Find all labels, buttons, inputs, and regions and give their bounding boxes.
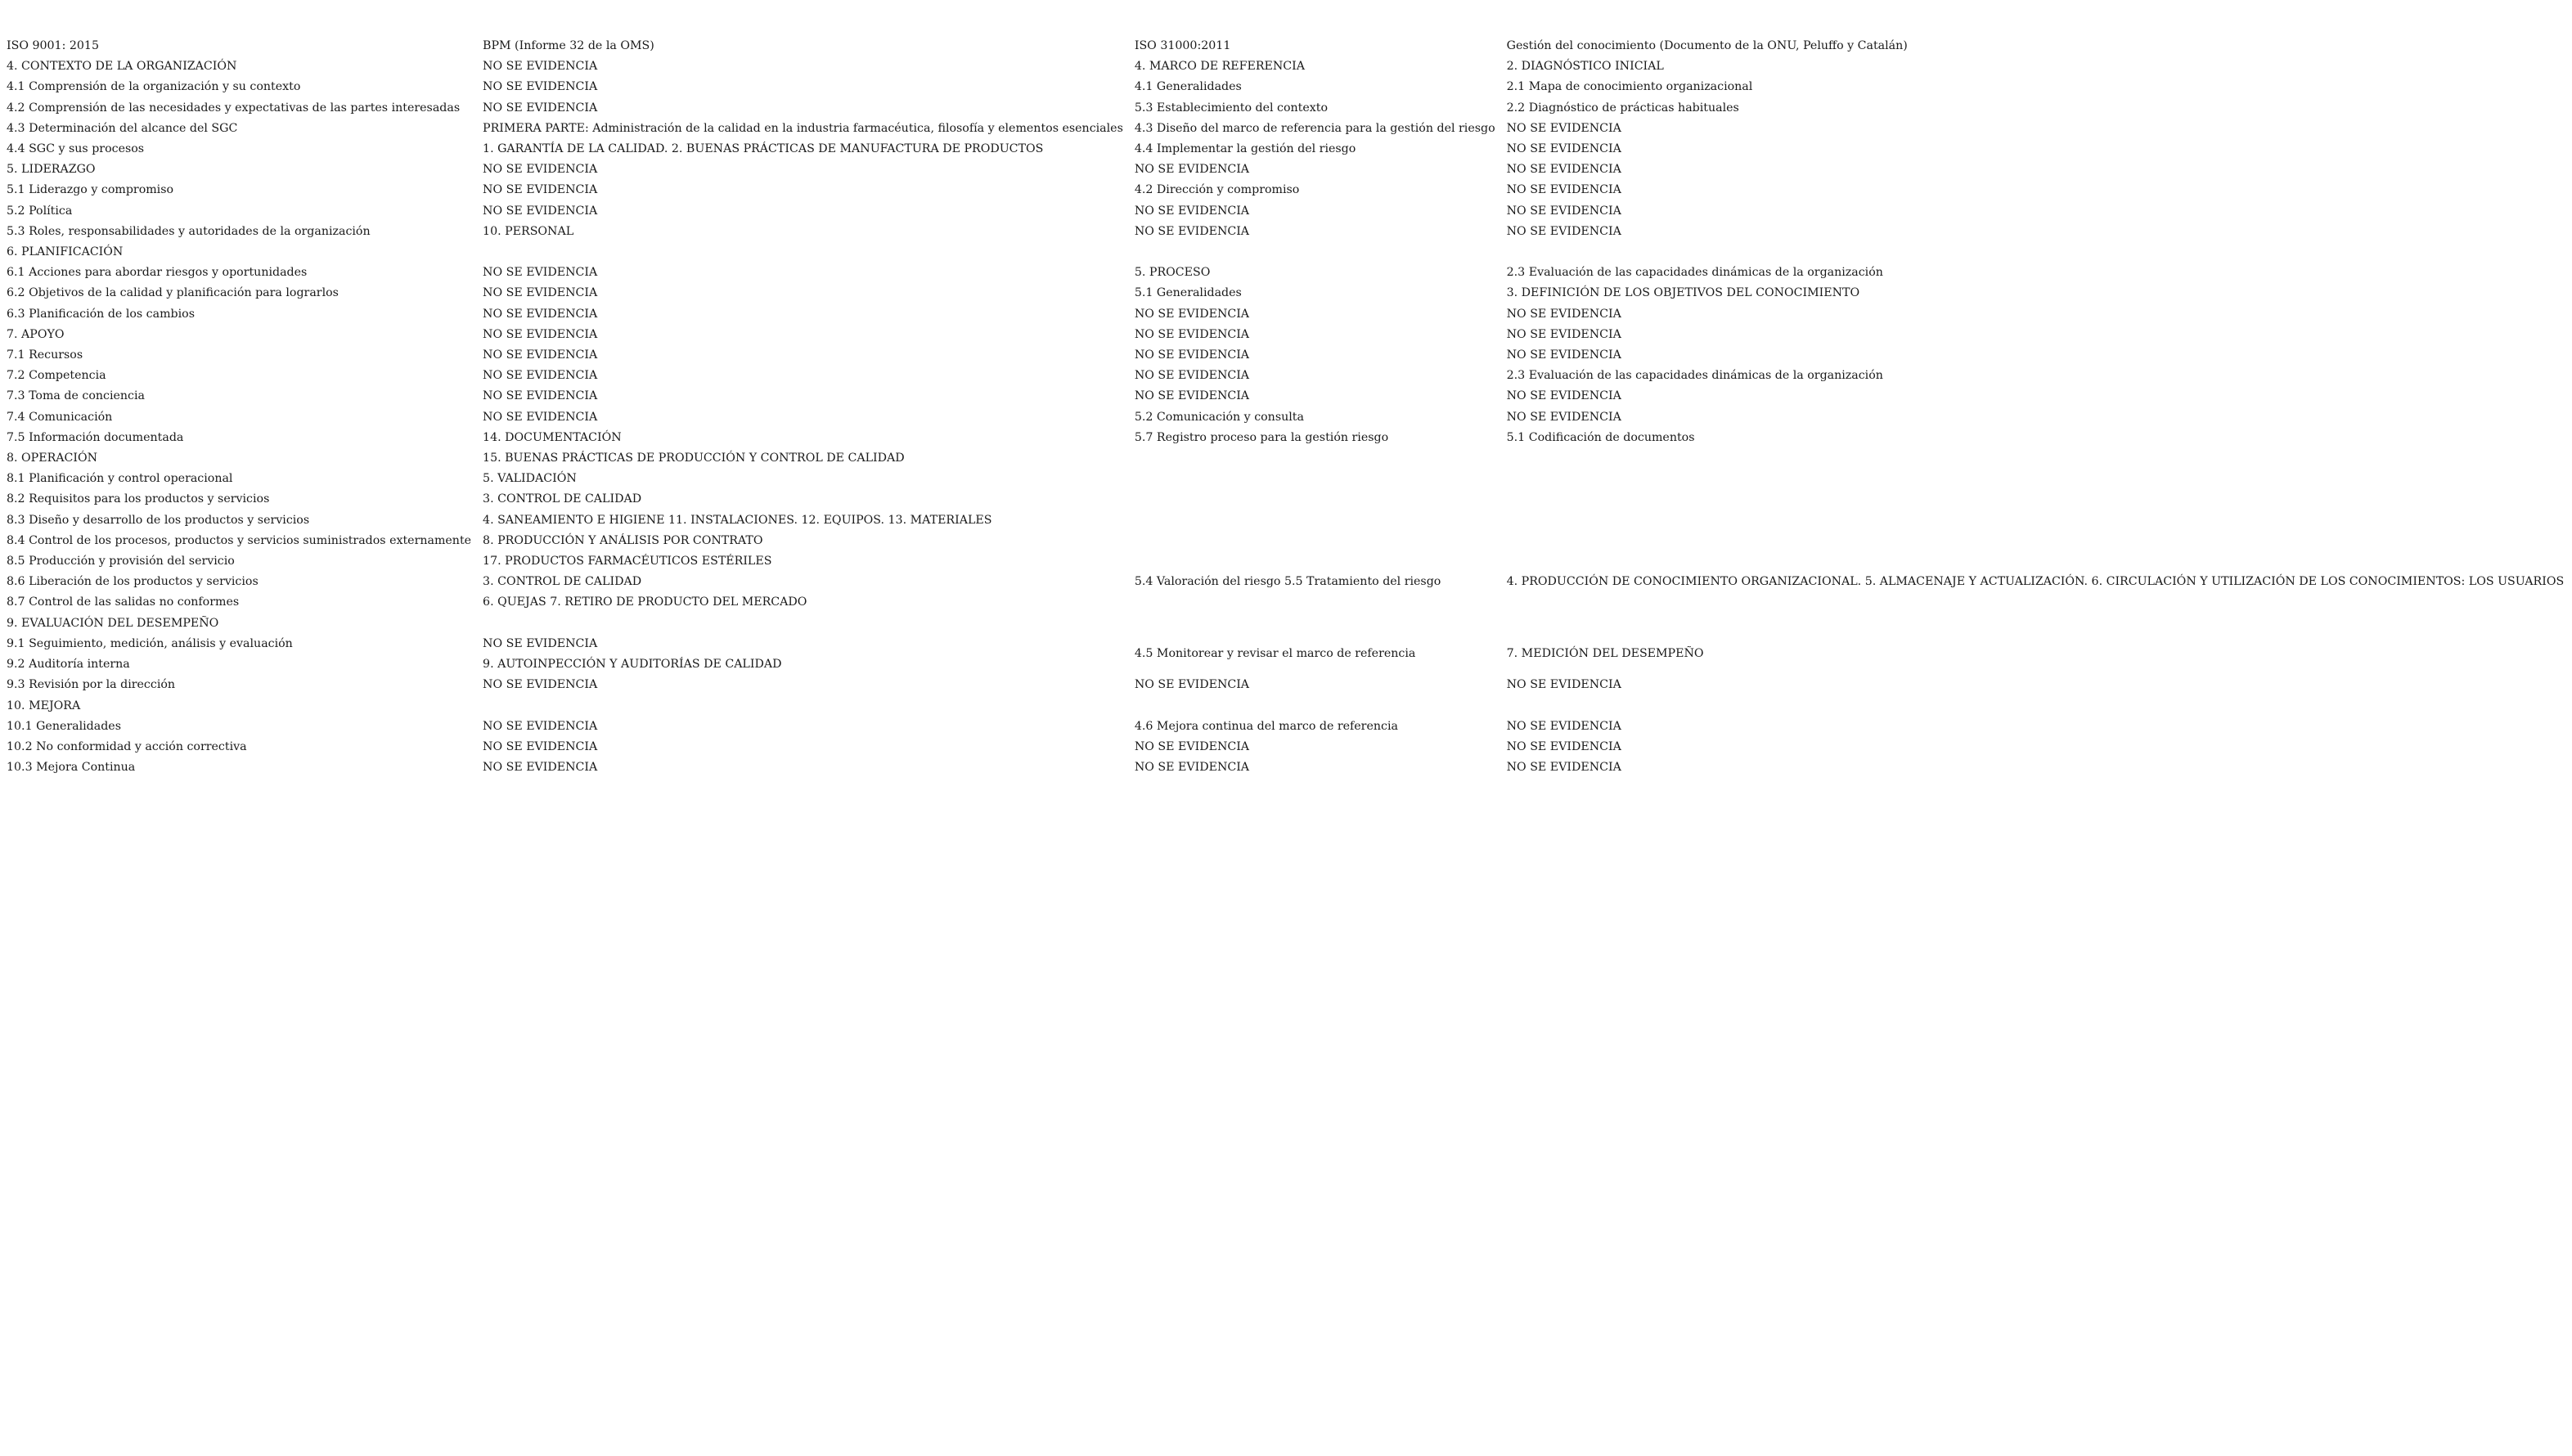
cell-iso31000: 5.2 Comunicación y consulta [1134,410,1304,424]
cell-bpm: NO SE EVIDENCIA [483,80,598,94]
cell-iso9001: 8.2 Requisitos para los productos y servicios [7,492,270,506]
cell-bpm: 4. SANEAMIENTO E HIGIENE 11. INSTALACIONES. 12. EQUIPOS. 13. MATERIALES [483,513,992,527]
table-row [3,634,2572,654]
cell-bpm: NO SE EVIDENCIA [483,739,598,753]
cell-gestion-conocimiento [1504,696,2572,717]
cell-bpm: NO SE EVIDENCIA [483,678,598,692]
cell-iso31000: NO SE EVIDENCIA [1134,678,1250,692]
cell-bpm: NO SE EVIDENCIA [483,183,598,197]
table-row [3,448,2572,469]
cell-gestion-conocimiento: NO SE EVIDENCIA [1506,761,1621,775]
cell-bpm: NO SE EVIDENCIA [483,348,598,362]
table-row [3,139,2572,160]
cell-iso31000: NO SE EVIDENCIA [1134,348,1250,362]
table-row [3,366,2572,386]
cell-gestion-conocimiento: NO SE EVIDENCIA [1506,142,1621,156]
cell-iso31000 [1131,448,1504,469]
cell-gestion-conocimiento: NO SE EVIDENCIA [1506,163,1621,177]
cell-iso31000 [1131,696,1504,717]
cell-iso31000: NO SE EVIDENCIA [1134,163,1250,177]
cell-iso9001: 10. MEJORA [7,699,81,712]
cell-iso31000: NO SE EVIDENCIA [1134,224,1250,238]
cell-gestion-conocimiento: 5.1 Codificación de documentos [1506,430,1695,444]
cell-iso9001: 9.2 Auditoría interna [7,658,130,672]
cell-iso9001: 6.3 Planificación de los cambios [7,307,195,321]
cell-iso9001: 8.1 Planificación y control operacional [7,472,233,486]
cell-bpm: NO SE EVIDENCIA [483,266,598,280]
cell-gestion-conocimiento: NO SE EVIDENCIA [1506,224,1621,238]
cell-iso31000: 4.2 Dirección y compromiso [1134,183,1300,197]
cell-iso9001: 4.4 SGC y sus procesos [7,142,145,156]
cell-iso9001: 4.3 Determinación del alcance del SGC [7,121,238,135]
cell-bpm: 17. PRODUCTOS FARMACÉUTICOS ESTÉRILES [483,555,772,568]
comparison-table-body [3,36,2572,778]
cell-gestion-conocimiento: 3. DEFINICIÓN DE LOS OBJETIVOS DEL CONOCIMIENTO [1506,286,1860,300]
cell-gestion-conocimiento [1504,489,2572,510]
cell-iso9001: 8.3 Diseño y desarrollo de los productos y servicios [7,513,310,527]
cell-iso31000: 5.4 Valoración del riesgo 5.5 Tratamiento del riesgo [1134,575,1441,589]
cell-iso31000: 4.3 Diseño del marco de referencia para la gestión del riesgo [1134,121,1495,135]
cell-bpm [479,242,1131,263]
cell-gestion-conocimiento: 7. MEDICIÓN DEL DESEMPEÑO [1506,647,1704,661]
cell-iso9001: 7. APOYO [7,327,65,341]
cell-bpm: NO SE EVIDENCIA [483,719,598,733]
table-row [3,263,2572,283]
cell-iso31000: NO SE EVIDENCIA [1134,389,1250,403]
table-row [3,428,2572,448]
cell-iso9001: 8. OPERACIÓN [7,452,98,465]
cell-bpm: 10. PERSONAL [483,224,574,238]
cell-iso31000: 4.6 Mejora continua del marco de referencia [1134,719,1398,733]
cell-gestion-conocimiento: NO SE EVIDENCIA [1506,739,1621,753]
cell-iso9001: 7.5 Información documentada [7,430,184,444]
header-cell-iso9001: ISO 9001: 2015 [7,39,99,52]
cell-iso9001: 9.3 Revisión por la dirección [7,678,176,692]
table-row [3,201,2572,222]
header-cell-bpm: BPM (Informe 32 de la OMS) [483,39,654,52]
cell-gestion-conocimiento: NO SE EVIDENCIA [1506,410,1621,424]
table-row [3,386,2572,407]
table-row [3,737,2572,757]
cell-iso31000: 5. PROCESO [1134,266,1211,280]
cell-gestion-conocimiento [1504,448,2572,469]
table-row [3,757,2572,778]
cell-iso9001: 6. PLANIFICACIÓN [7,245,124,259]
cell-bpm: 3. CONTROL DE CALIDAD [483,492,642,506]
cell-gestion-conocimiento: NO SE EVIDENCIA [1506,204,1621,218]
cell-bpm: 15. BUENAS PRÁCTICAS DE PRODUCCIÓN Y CONTROL DE CALIDAD [483,452,905,465]
cell-iso31000: 4. MARCO DE REFERENCIA [1134,60,1305,74]
cell-iso31000: 4.4 Implementar la gestión del riesgo [1134,142,1356,156]
table-row [3,119,2572,139]
cell-iso31000: 5.3 Establecimiento del contexto [1134,101,1328,115]
cell-bpm: NO SE EVIDENCIA [483,327,598,341]
table-row [3,180,2572,200]
cell-iso9001: 10.2 No conformidad y acción correctiva [7,739,247,753]
cell-gestion-conocimiento: 2. DIAGNÓSTICO INICIAL [1506,60,1664,74]
cell-bpm: NO SE EVIDENCIA [483,389,598,403]
cell-gestion-conocimiento: NO SE EVIDENCIA [1506,121,1621,135]
cell-bpm: 5. VALIDACIÓN [483,472,577,486]
cell-gestion-conocimiento: 2.3 Evaluación de las capacidades dinámicas de la organización [1506,369,1883,383]
cell-bpm: NO SE EVIDENCIA [483,369,598,383]
cell-gestion-conocimiento: NO SE EVIDENCIA [1506,307,1621,321]
cell-iso9001: 8.7 Control de las salidas no conformes [7,595,240,609]
cell-bpm: NO SE EVIDENCIA [483,286,598,300]
cell-iso31000: 4.1 Generalidades [1134,80,1242,94]
cell-bpm: NO SE EVIDENCIA [483,101,598,115]
header-cell-gestion-conocimiento: Gestión del conocimiento (Documento de la ONU, Peluffo y Catalán) [1506,39,1908,52]
cell-gestion-conocimiento: NO SE EVIDENCIA [1506,389,1621,403]
cell-iso9001: 7.2 Competencia [7,369,106,383]
table-row [3,304,2572,325]
table-row [3,407,2572,428]
cell-iso9001: 5. LIDERAZGO [7,163,96,177]
cell-iso9001: 4.2 Comprensión de las necesidades y expectativas de las partes interesadas [7,101,461,115]
table-row [3,345,2572,366]
cell-iso9001: 10.1 Generalidades [7,719,121,733]
cell-iso9001: 10.3 Mejora Continua [7,761,136,775]
cell-gestion-conocimiento: NO SE EVIDENCIA [1506,183,1621,197]
table-row [3,283,2572,303]
cell-bpm: 14. DOCUMENTACIÓN [483,430,622,444]
table-row [3,325,2572,345]
cell-bpm: NO SE EVIDENCIA [483,204,598,218]
table-row [3,160,2572,180]
cell-iso9001: 8.4 Control de los procesos, productos y servicios suministrados externamente [7,533,472,547]
cell-gestion-conocimiento: NO SE EVIDENCIA [1506,348,1621,362]
cell-bpm: NO SE EVIDENCIA [483,163,598,177]
table-row [3,77,2572,97]
table-row [3,675,2572,695]
cell-iso31000: 4.5 Monitorear y revisar el marco de referencia [1134,647,1416,661]
cell-iso31000: NO SE EVIDENCIA [1134,369,1250,383]
cell-bpm: 1. GARANTÍA DE LA CALIDAD. 2. BUENAS PRÁCTICAS DE MANUFACTURA DE PRODUCTOS [483,142,1044,156]
cell-bpm: 8. PRODUCCIÓN Y ANÁLISIS POR CONTRATO [483,533,763,547]
cell-gestion-conocimiento: NO SE EVIDENCIA [1506,327,1621,341]
table-row [3,242,2572,263]
cell-iso31000: NO SE EVIDENCIA [1134,204,1250,218]
cell-bpm: PRIMERA PARTE: Administración de la calidad en la industria farmacéutica, filosofía y elementos esenciales [483,121,1123,135]
cell-bpm: NO SE EVIDENCIA [483,60,598,74]
table-row [3,222,2572,242]
table-row [3,696,2572,717]
cell-iso31000: 5.1 Generalidades [1134,286,1242,300]
cell-gestion-conocimiento [1504,242,2572,263]
cell-gestion-conocimiento: 4. PRODUCCIÓN DE CONOCIMIENTO ORGANIZACIONAL. 5. ALMACENAJE Y ACTUALIZACIÓN. 6. CIRCULACIÓN Y UTILIZACIÓN DE LOS CONOCIMIENTOS: LOS USUARIOS [1506,575,2565,589]
cell-iso9001: 7.1 Recursos [7,348,83,362]
cell-iso9001: 8.5 Producción y provisión del servicio [7,555,235,568]
table-row [3,56,2572,77]
cell-iso9001: 7.4 Comunicación [7,410,113,424]
cell-iso9001: 9.1 Seguimiento, medición, análisis y evaluación [7,636,293,650]
cell-bpm: NO SE EVIDENCIA [483,410,598,424]
table-row [3,717,2572,737]
cell-iso31000: NO SE EVIDENCIA [1134,739,1250,753]
cell-iso9001: 9. EVALUACIÓN DEL DESEMPEÑO [7,616,219,630]
table-row [3,98,2572,119]
cell-gestion-conocimiento: 2.2 Diagnóstico de prácticas habituales [1506,101,1739,115]
cell-iso31000: NO SE EVIDENCIA [1134,761,1250,775]
cell-bpm: NO SE EVIDENCIA [483,307,598,321]
cell-gestion-conocimiento: NO SE EVIDENCIA [1506,678,1621,692]
table-row [3,489,2572,510]
cell-iso31000 [1131,469,1504,489]
cell-iso31000: NO SE EVIDENCIA [1134,327,1250,341]
cell-iso9001: 7.3 Toma de conciencia [7,389,145,403]
cell-iso9001: 5.2 Política [7,204,73,218]
cell-iso31000: 5.7 Registro proceso para la gestión riesgo [1134,430,1389,444]
cell-iso31000: NO SE EVIDENCIA [1134,307,1250,321]
cell-bpm: NO SE EVIDENCIA [483,761,598,775]
cell-gestion-conocimiento [1504,510,2572,531]
cell-gestion-conocimiento: 2.1 Mapa de conocimiento organizacional [1506,80,1753,94]
table-row [3,531,2572,551]
cell-gestion-conocimiento: 2.3 Evaluación de las capacidades dinámicas de la organización [1506,266,1883,280]
cell-iso9001: 6.2 Objetivos de la calidad y planificación para lograrlos [7,286,339,300]
cell-iso31000 [1131,510,1504,531]
cell-iso9001: 4.1 Comprensión de la organización y su contexto [7,80,301,94]
cell-bpm [479,613,1131,634]
cell-bpm: NO SE EVIDENCIA [483,636,598,650]
cell-iso31000 [1131,489,1504,510]
comparison-table [3,36,2572,778]
cell-bpm: 9. AUTOINPECCIÓN Y AUDITORÍAS DE CALIDAD [483,658,782,672]
cell-iso9001: 6.1 Acciones para abordar riesgos y oportunidades [7,266,308,280]
cell-bpm: 6. QUEJAS 7. RETIRO DE PRODUCTO DEL MERCADO [483,595,807,609]
cell-iso9001: 5.3 Roles, responsabilidades y autoridades de la organización [7,224,371,238]
cell-iso9001: 4. CONTEXTO DE LA ORGANIZACIÓN [7,60,237,74]
cell-gestion-conocimiento: NO SE EVIDENCIA [1506,719,1621,733]
table-row [3,469,2572,489]
cell-bpm: 3. CONTROL DE CALIDAD [483,575,642,589]
cell-iso9001: 5.1 Liderazgo y compromiso [7,183,174,197]
cell-iso31000 [1131,242,1504,263]
header-row [3,36,2572,56]
cell-iso9001: 8.6 Liberación de los productos y servicios [7,575,259,589]
table-row [3,510,2572,531]
cell-bpm [479,696,1131,717]
cell-gestion-conocimiento [1504,469,2572,489]
header-cell-iso31000: ISO 31000:2011 [1134,39,1231,52]
